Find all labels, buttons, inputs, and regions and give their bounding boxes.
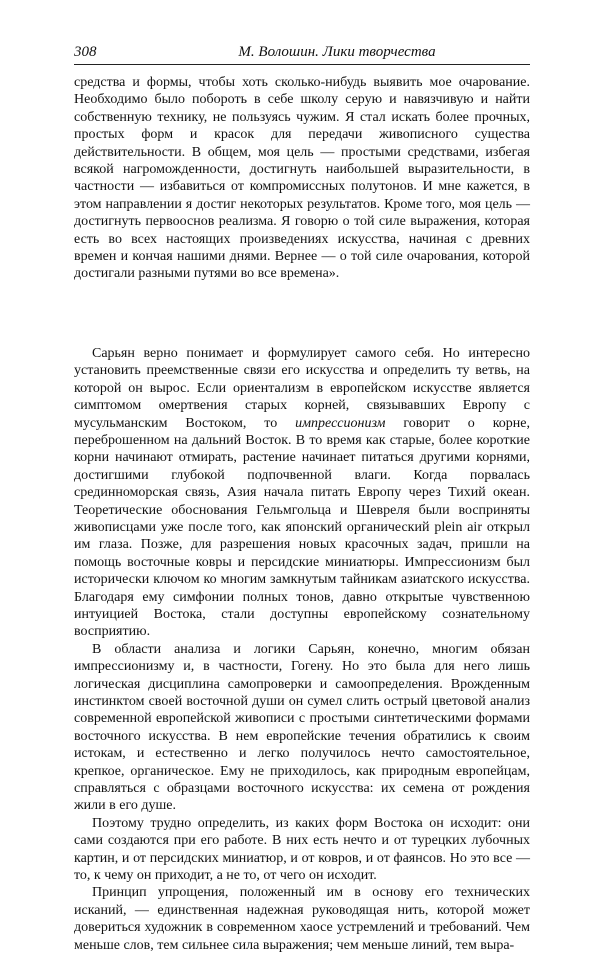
- quote-continuation: средства и формы, чтобы хоть сколько-нибудь выявить мое очарование. Необходимо было побороть в себе школу серую и навязчивую и найти собственную технику, не пользуясь чужим. Я стал искать более прочных, простых форм и красок для передачи живописного существа действительности. В общем, моя цель — простыми средствами, избегая всякой нагроможденности, достигнуть наибольшей выразительности, в частности — избавиться от компромиссных полутонов. И мне кажется, в этом направлении я достиг некоторых результатов. Кроме того, моя цель — достигнуть первооснов реализма. Я говорю о той силе выражения, которая есть во всех настоящих произведениях искусства, начиная с древних времен и кончая нашими днями. Вернее — о той силе очарования, которой достигали разными путями во все времена».: [74, 75, 530, 282]
- page-number: 308: [74, 44, 97, 60]
- paragraph-1-part-a: Сарьян верно понимает и формулирует самого себя. Но интересно установить преемственные связи его искусства и определить ту ветвь, на которой он вырос. Если ориентализм в европейском искусстве является симптомом омертвения старых корней, связывавших Европу с мусульманским Востоком, то: [74, 345, 530, 431]
- paragraph-3: Поэтому трудно определить, из каких форм Востока он исходит: они сами создаются при его работе. В них есть нечто и от турецких лубочных картин, и от персидских миниатюр, и от ковров, и от фаянсов. Но это все — то, к чему он приходит, а не то, от чего он исходит.: [74, 815, 530, 884]
- running-title: М. Волошин. Лики творчества: [238, 44, 436, 60]
- emphasis-impressionism: импрессионизм: [295, 415, 386, 431]
- paragraph-2: В области анализа и логики Сарьян, конечно, многим обязан импрессионизму и, в частности, Гогену. Но это была для него лишь логическая дисциплина самопроверки и самоопределения. Врожденным инстинктом своей восточной души он сумел слить острый цветовой анализ современной европейской живописи с простыми синтетическими формами восточного искусства. В нем европейские течения обратились к своим истокам, и естественно и легко получилось нечто самостоятельное, крепкое, органическое. Ему не приходилось, как природным европейцам, справляться с образцами восточного искусства: их семена от рождения жили в его душе.: [74, 641, 530, 814]
- paragraph-1: [74, 345, 530, 641]
- paragraph-4: Принцип упрощения, положенный им в основу его технических исканий, — единственная надежная руководящая нить, которой может довериться художник в современном хаосе устремлений и требований. Чем меньше слов, тем сильнее сила выражения; чем меньше линий, тем выра-: [74, 885, 530, 953]
- running-header: [74, 44, 530, 61]
- header-rule: [74, 64, 530, 65]
- body-text: [74, 74, 530, 954]
- paragraph-1-part-b: говорит о корне, переброшенном на дальний Восток. В то время как старые, более короткие корни начинают отмирать, растение начинает питаться другими корнями, достигшими глубокой подпочвенной влаги. Когда порвалась срединноморская связь, Азия начала питать Европу через Тихий океан. Теоретические обоснования Гельмгольца и Шевреля были восприняты живописцами уже после того, как японский органический plein air открыл им глаза. Позже, для разрешения новых красочных задач, пришли на помощь восточные ковры и персидские миниатюры. Импрессионизм был исторически ключом ко многим замкнутым тайникам азиатского искусства. Благодаря ему симфонии полных тонов, давно открытые чувственною интуицией Востока, стали доступны европейскому сознательному восприятию.: [74, 415, 530, 640]
- section-gap: [74, 283, 530, 345]
